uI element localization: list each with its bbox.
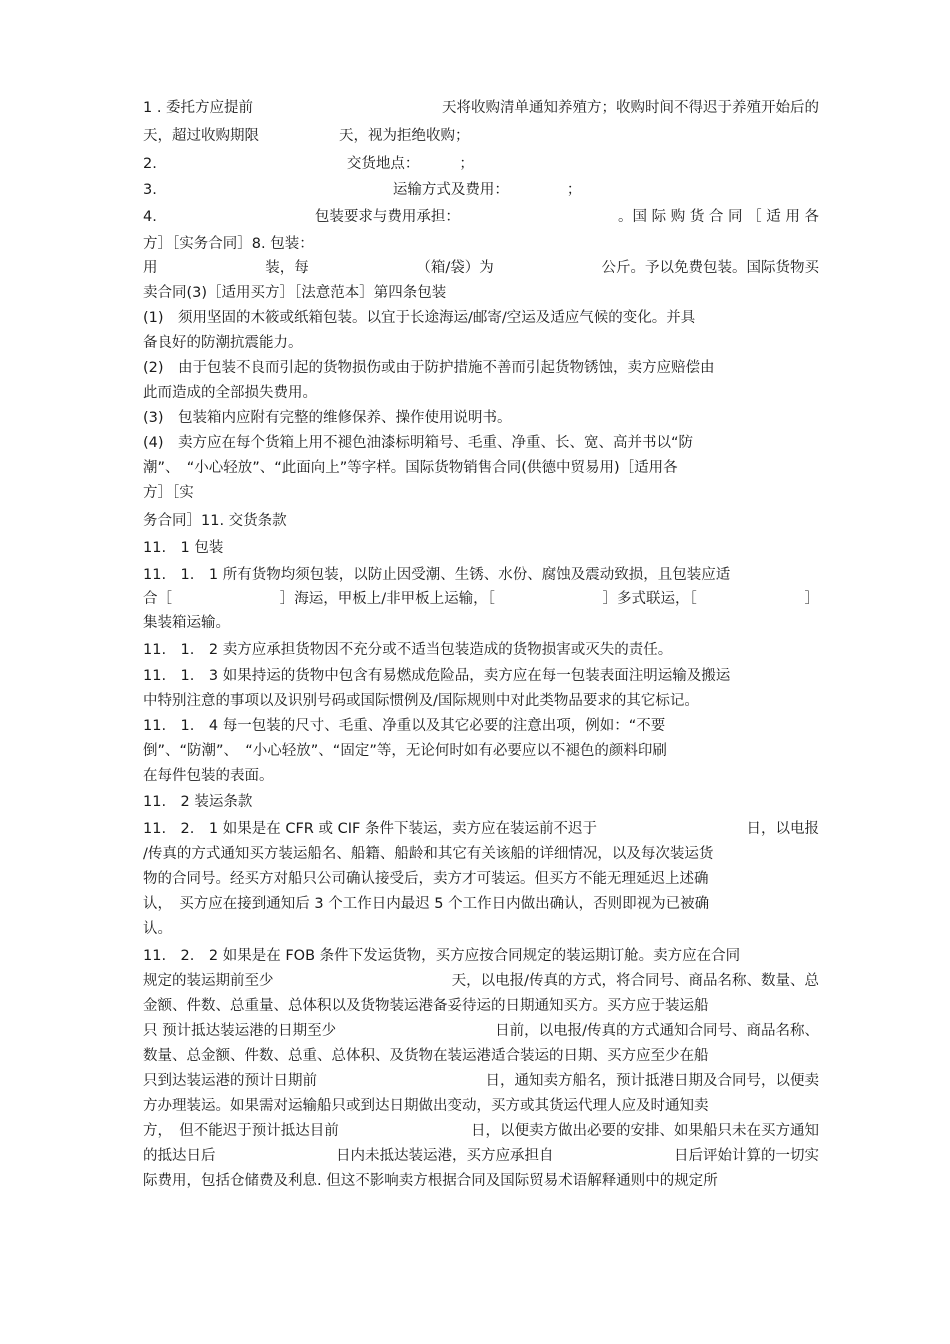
text-line: [143, 1047, 819, 1065]
text-line: [143, 284, 819, 302]
text-segment: 11. 1. 1 所有货物均须包装，以防止因受潮、生锈、水份、腐蚀及震动致损，且包装应适: [143, 567, 731, 583]
text-segment: 只到达装运港的预计日期前: [143, 1073, 317, 1089]
text-segment: 务合同］11. 交货条款: [143, 513, 287, 529]
text-line: [143, 614, 819, 632]
text-line: [143, 181, 819, 199]
text-segment: 卖合同(3)［适用买方］［法意范本］第四条包装: [143, 285, 447, 301]
text-segment: 方］［实务合同］8. 包装：: [143, 236, 314, 252]
text-segment: 运输方式及费用：: [392, 182, 509, 198]
text-line: [143, 484, 819, 502]
text-line: [143, 947, 819, 965]
text-line: [143, 1147, 819, 1165]
text-segment: 11. 2. 1 如果是在 CFR 或 CIF 条件下装运，卖方应在装运前不迟于: [143, 821, 597, 837]
text-segment: (3) 包装箱内应附有完整的维修保养、操作使用说明书。: [143, 410, 512, 426]
text-segment: ；: [459, 156, 474, 172]
text-segment: 合［: [143, 591, 172, 607]
text-line: [143, 845, 819, 863]
text-line: [143, 895, 819, 913]
text-line: [143, 235, 819, 253]
text-line: [143, 997, 819, 1015]
text-segment: 际费用，包括仓储费及利息. 但这不影响卖方根据合同及国际贸易术语解释通则中的规定所: [143, 1173, 718, 1189]
text-segment: ］海运，甲板上/非甲板上运输，［: [279, 591, 495, 607]
text-segment: ］: [804, 591, 819, 607]
text-line: [143, 384, 819, 402]
text-line: [143, 1172, 819, 1190]
text-segment: 3.: [143, 182, 157, 198]
text-line: [143, 459, 819, 477]
text-segment: （箱/袋）为: [416, 260, 494, 276]
text-line: [143, 1097, 819, 1115]
text-segment: 认。: [143, 921, 172, 937]
text-line: [143, 1072, 819, 1090]
text-segment: 公斤。予以免费包装。国际货物买: [601, 260, 819, 276]
text-segment: 日内未抵达装运港，买方应承担自: [336, 1148, 554, 1164]
text-line: [143, 99, 819, 117]
text-line: [143, 359, 819, 377]
text-segment: 天将收购清单通知养殖方；收购时间不得迟于养殖开始后的: [442, 100, 819, 116]
text-line: [143, 870, 819, 888]
text-line: [143, 692, 819, 710]
text-line: [143, 208, 819, 226]
text-segment: ］多式联运，［: [602, 591, 697, 607]
text-segment: 方， 但不能迟于预计抵达目前: [143, 1123, 339, 1139]
text-segment: 1 . 委托方应提前: [143, 100, 254, 116]
text-line: [143, 793, 819, 811]
text-segment: 11. 2 装运条款: [143, 794, 253, 810]
text-line: [143, 434, 819, 452]
text-segment: 用: [143, 260, 158, 276]
text-line: [143, 155, 819, 173]
text-segment: 备良好的防潮抗震能力。: [143, 335, 303, 351]
text-segment: 方］［实: [143, 485, 194, 501]
text-segment: 的抵达日后: [143, 1148, 216, 1164]
text-line: [143, 334, 819, 352]
text-line: [143, 920, 819, 938]
text-segment: 此而造成的全部损失费用。: [143, 385, 317, 401]
text-line: [143, 972, 819, 990]
text-segment: /传真的方式通知买方装运船名、船籍、船龄和其它有关该船的详细情况，以及每次装运货: [143, 846, 714, 862]
text-line: [143, 566, 819, 584]
text-segment: 只 预计抵达装运港的日期至少: [143, 1023, 337, 1039]
text-segment: 。国 际 购 货 合 同 ［ 适 用 各: [618, 209, 819, 225]
text-line: [143, 767, 819, 785]
text-segment: 倒”、“防潮”、 “小心轻放”、“固定”等，无论何时如有必要应以不褪色的颜料印刷: [143, 743, 667, 759]
text-line: [143, 309, 819, 327]
text-segment: 日，通知卖方船名，预计抵港日期及合同号，以便卖: [485, 1073, 819, 1089]
text-line: [143, 127, 819, 145]
text-segment: (4) 卖方应在每个货箱上用不褪色油漆标明箱号、毛重、净重、长、宽、高并书以“防: [143, 435, 694, 451]
text-line: [143, 590, 819, 608]
text-line: [143, 259, 819, 277]
text-segment: 天，超过收购期限: [143, 128, 259, 144]
text-segment: 11. 1. 3 如果持运的货物中包含有易燃成危险品，卖方应在每一包装表面注明运输及搬运: [143, 668, 731, 684]
text-segment: (1) 须用坚固的木筱或纸箱包装。以宜于长途海运/邮寄/空运及适应气候的变化。并具: [143, 310, 696, 326]
text-segment: 日前，以电报/传真的方式通知合同号、商品名称、: [495, 1023, 819, 1039]
text-segment: 装，每: [265, 260, 309, 276]
text-segment: 11. 1. 2 卖方应承担货物因不充分或不适当包装造成的货物损害或灭失的责任。: [143, 642, 673, 658]
text-segment: 集装箱运输。: [143, 615, 230, 631]
text-segment: 日，以便卖方做出必要的安排、如果船只未在买方通知: [471, 1123, 819, 1139]
text-segment: 规定的装运期前至少: [143, 973, 274, 989]
text-line: [143, 742, 819, 760]
text-line: [143, 512, 819, 530]
text-segment: 4.: [143, 209, 157, 225]
text-line: [143, 539, 819, 557]
text-segment: 潮”、 “小心轻放”、“此面向上”等字样。国际货物销售合同(供德中贸易用)［适用各: [143, 460, 678, 476]
text-segment: 方办理装运。如果需对运输船只或到达日期做出变动，买方或其货运代理人应及时通知卖: [143, 1098, 709, 1114]
text-segment: 数量、总金额、件数、总重、总体积、及货物在装运港适合装运的日期、买方应至少在船: [143, 1048, 709, 1064]
text-segment: 11. 2. 2 如果是在 FOB 条件下发运货物，买方应按合同规定的装运期订舱。卖方应在合同: [143, 948, 741, 964]
text-segment: 认， 买方应在接到通知后 3 个工作日内最迟 5 个工作日内做出确认，否则即视为已被确: [143, 896, 710, 912]
text-segment: 日，以电报: [746, 821, 819, 837]
text-segment: 包装要求与费用承担：: [314, 209, 460, 225]
text-segment: ；: [566, 182, 582, 198]
text-line: [143, 641, 819, 659]
text-segment: 物的合同号。经买方对船只公司确认接受后，卖方才可装运。但买方不能无理延迟上述确: [143, 871, 709, 887]
text-segment: 天，以电报/传真的方式，将合同号、商品名称、数量、总: [451, 973, 819, 989]
text-segment: (2) 由于包装不良而引起的货物损伤或由于防护措施不善而引起货物锈蚀，卖方应赔偿由: [143, 360, 715, 376]
text-segment: 金额、件数、总重量、总体积以及货物装运港备妥待运的日期通知买方。买方应于装运船: [143, 998, 709, 1014]
text-segment: 天，视为拒绝收购；: [339, 128, 470, 144]
text-line: [143, 667, 819, 685]
text-segment: 11. 1 包装: [143, 540, 224, 556]
text-segment: 11. 1. 4 每一包装的尺寸、毛重、净重以及其它必要的注意出项，例如：“不要: [143, 718, 666, 734]
text-segment: 在每件包装的表面。: [143, 768, 274, 784]
text-segment: 日后评始计算的一切实: [674, 1148, 819, 1164]
text-segment: 交货地点：: [346, 156, 420, 172]
text-line: [143, 409, 819, 427]
text-line: [143, 1022, 819, 1040]
text-line: [143, 717, 819, 735]
text-line: [143, 1122, 819, 1140]
text-segment: 中特别注意的事项以及识别号码或国际惯例及/国际规则中对此类物品要求的其它标记。: [143, 693, 699, 709]
text-line: [143, 820, 819, 838]
text-segment: 2.: [143, 156, 157, 172]
